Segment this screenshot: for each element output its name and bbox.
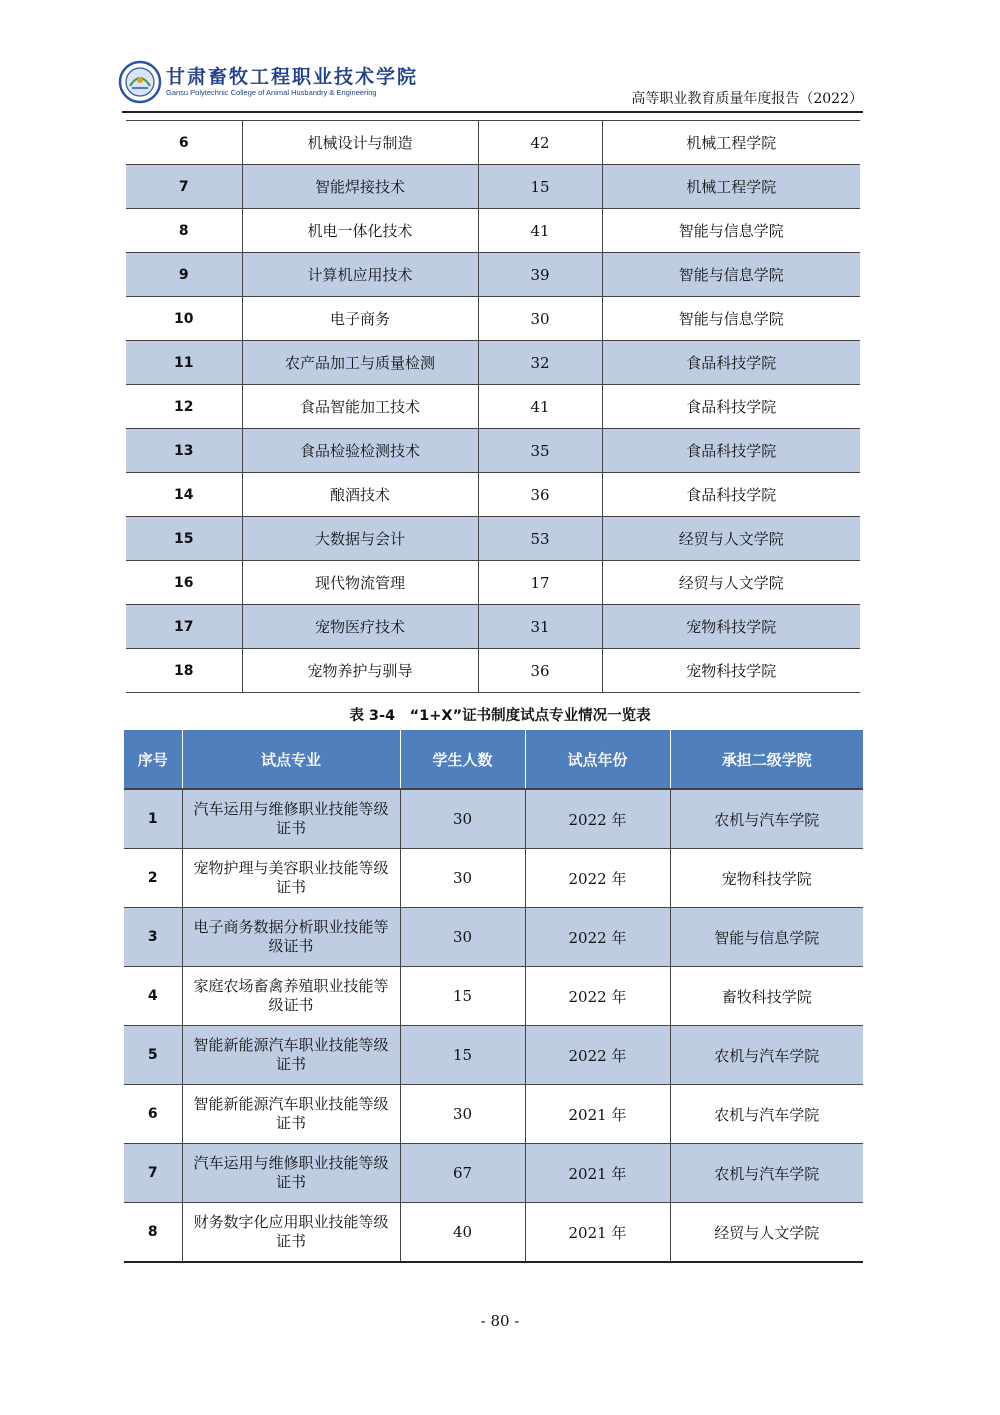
pilot-certificates-table <box>124 730 863 1263</box>
cell-major: 汽车运用与维修职业技能等级证书 <box>182 789 400 849</box>
table-row <box>126 165 860 209</box>
table-row <box>126 517 860 561</box>
table-row <box>126 253 860 297</box>
cell-count: 15 <box>478 165 602 209</box>
cell-college: 农机与汽车学院 <box>670 1026 863 1085</box>
cell-college: 机械工程学院 <box>602 121 860 165</box>
table-caption: 表 3-4 “1+X”证书制度试点专业情况一览表 <box>349 708 651 724</box>
cell-college: 宠物科技学院 <box>602 649 860 693</box>
cell-college: 智能与信息学院 <box>670 908 863 967</box>
cell-count: 40 <box>400 1203 525 1263</box>
page-number: - 80 - <box>480 1312 520 1330</box>
cell-college: 食品科技学院 <box>602 385 860 429</box>
cell-college: 食品科技学院 <box>602 473 860 517</box>
cell-major: 食品检验检测技术 <box>242 429 478 473</box>
header-divider <box>122 111 863 113</box>
header-count: 学生人数 <box>400 730 525 789</box>
cell-no: 3 <box>124 908 182 967</box>
school-name-en: Gansu Polytechnic College of Animal Husbandry & Engineering <box>166 88 377 97</box>
cell-college: 经贸与人文学院 <box>670 1203 863 1263</box>
report-title: 高等职业教育质量年度报告（2022） <box>631 91 863 107</box>
cell-no: 16 <box>126 561 242 605</box>
cell-college: 智能与信息学院 <box>602 297 860 341</box>
cell-no: 17 <box>126 605 242 649</box>
school-name-cn: 甘肃畜牧工程职业技术学院 <box>166 66 419 88</box>
table-row <box>124 1203 863 1263</box>
cell-count: 15 <box>400 1026 525 1085</box>
cell-no: 6 <box>126 121 242 165</box>
cell-no: 1 <box>124 789 182 849</box>
cell-no: 4 <box>124 967 182 1026</box>
cell-college: 农机与汽车学院 <box>670 1144 863 1203</box>
cell-year: 2021 年 <box>525 1144 670 1203</box>
cell-college: 宠物科技学院 <box>602 605 860 649</box>
cell-count: 35 <box>478 429 602 473</box>
cell-count: 41 <box>478 209 602 253</box>
table-row <box>126 561 860 605</box>
school-logo-icon <box>118 60 162 104</box>
cell-year: 2022 年 <box>525 908 670 967</box>
cell-count: 53 <box>478 517 602 561</box>
cell-major: 机械设计与制造 <box>242 121 478 165</box>
cell-no: 5 <box>124 1026 182 1085</box>
table-row <box>124 849 863 908</box>
majors-table-continued <box>126 120 860 693</box>
cell-no: 15 <box>126 517 242 561</box>
cell-major: 电子商务数据分析职业技能等级证书 <box>182 908 400 967</box>
cell-no: 8 <box>124 1203 182 1263</box>
table-row <box>124 1085 863 1144</box>
cell-college: 宠物科技学院 <box>670 849 863 908</box>
cell-college: 智能与信息学院 <box>602 209 860 253</box>
cell-no: 18 <box>126 649 242 693</box>
cell-college: 经贸与人文学院 <box>602 517 860 561</box>
table-row <box>124 908 863 967</box>
cell-college: 经贸与人文学院 <box>602 561 860 605</box>
cell-no: 7 <box>126 165 242 209</box>
cell-major: 宠物养护与驯导 <box>242 649 478 693</box>
cell-major: 大数据与会计 <box>242 517 478 561</box>
cell-count: 36 <box>478 649 602 693</box>
cell-major: 食品智能加工技术 <box>242 385 478 429</box>
header-no: 序号 <box>124 730 182 789</box>
cell-count: 17 <box>478 561 602 605</box>
cell-count: 67 <box>400 1144 525 1203</box>
cell-major: 智能焊接技术 <box>242 165 478 209</box>
cell-no: 8 <box>126 209 242 253</box>
cell-major: 汽车运用与维修职业技能等级证书 <box>182 1144 400 1203</box>
cell-year: 2022 年 <box>525 1026 670 1085</box>
cell-major: 机电一体化技术 <box>242 209 478 253</box>
cell-count: 30 <box>400 1085 525 1144</box>
cell-no: 10 <box>126 297 242 341</box>
header-major: 试点专业 <box>182 730 400 789</box>
cell-count: 30 <box>478 297 602 341</box>
cell-no: 6 <box>124 1085 182 1144</box>
cell-count: 41 <box>478 385 602 429</box>
table-row <box>126 649 860 693</box>
cell-no: 14 <box>126 473 242 517</box>
table-row <box>124 967 863 1026</box>
cell-year: 2022 年 <box>525 849 670 908</box>
cell-major: 智能新能源汽车职业技能等级证书 <box>182 1085 400 1144</box>
header-year: 试点年份 <box>525 730 670 789</box>
cell-count: 39 <box>478 253 602 297</box>
cell-no: 13 <box>126 429 242 473</box>
header-college: 承担二级学院 <box>670 730 863 789</box>
cell-major: 农产品加工与质量检测 <box>242 341 478 385</box>
cell-count: 30 <box>400 908 525 967</box>
cell-major: 宠物医疗技术 <box>242 605 478 649</box>
cell-no: 11 <box>126 341 242 385</box>
cell-year: 2021 年 <box>525 1203 670 1263</box>
cell-count: 30 <box>400 849 525 908</box>
cell-no: 12 <box>126 385 242 429</box>
cell-major: 酿酒技术 <box>242 473 478 517</box>
cell-major: 计算机应用技术 <box>242 253 478 297</box>
table-row <box>126 473 860 517</box>
cell-no: 9 <box>126 253 242 297</box>
cell-year: 2022 年 <box>525 789 670 849</box>
cell-count: 32 <box>478 341 602 385</box>
cell-count: 42 <box>478 121 602 165</box>
cell-college: 畜牧科技学院 <box>670 967 863 1026</box>
cell-major: 财务数字化应用职业技能等级证书 <box>182 1203 400 1263</box>
cell-year: 2021 年 <box>525 1085 670 1144</box>
cell-no: 2 <box>124 849 182 908</box>
table-header-row <box>124 730 863 789</box>
cell-major: 电子商务 <box>242 297 478 341</box>
cell-college: 食品科技学院 <box>602 429 860 473</box>
cell-college: 机械工程学院 <box>602 165 860 209</box>
cell-count: 31 <box>478 605 602 649</box>
cell-major: 宠物护理与美容职业技能等级证书 <box>182 849 400 908</box>
table-row <box>126 121 860 165</box>
cell-college: 智能与信息学院 <box>602 253 860 297</box>
cell-major: 智能新能源汽车职业技能等级证书 <box>182 1026 400 1085</box>
cell-year: 2022 年 <box>525 967 670 1026</box>
cell-major: 家庭农场畜禽养殖职业技能等级证书 <box>182 967 400 1026</box>
cell-major: 现代物流管理 <box>242 561 478 605</box>
table-row <box>124 789 863 849</box>
cell-count: 15 <box>400 967 525 1026</box>
table-row <box>126 605 860 649</box>
table-row <box>126 209 860 253</box>
table-row <box>126 385 860 429</box>
page-header <box>118 58 863 110</box>
table-row <box>124 1026 863 1085</box>
cell-count: 30 <box>400 789 525 849</box>
cell-college: 农机与汽车学院 <box>670 789 863 849</box>
table-row <box>124 1144 863 1203</box>
cell-college: 食品科技学院 <box>602 341 860 385</box>
cell-college: 农机与汽车学院 <box>670 1085 863 1144</box>
table-row <box>126 341 860 385</box>
table-row <box>126 297 860 341</box>
table-row <box>126 429 860 473</box>
cell-no: 7 <box>124 1144 182 1203</box>
cell-count: 36 <box>478 473 602 517</box>
